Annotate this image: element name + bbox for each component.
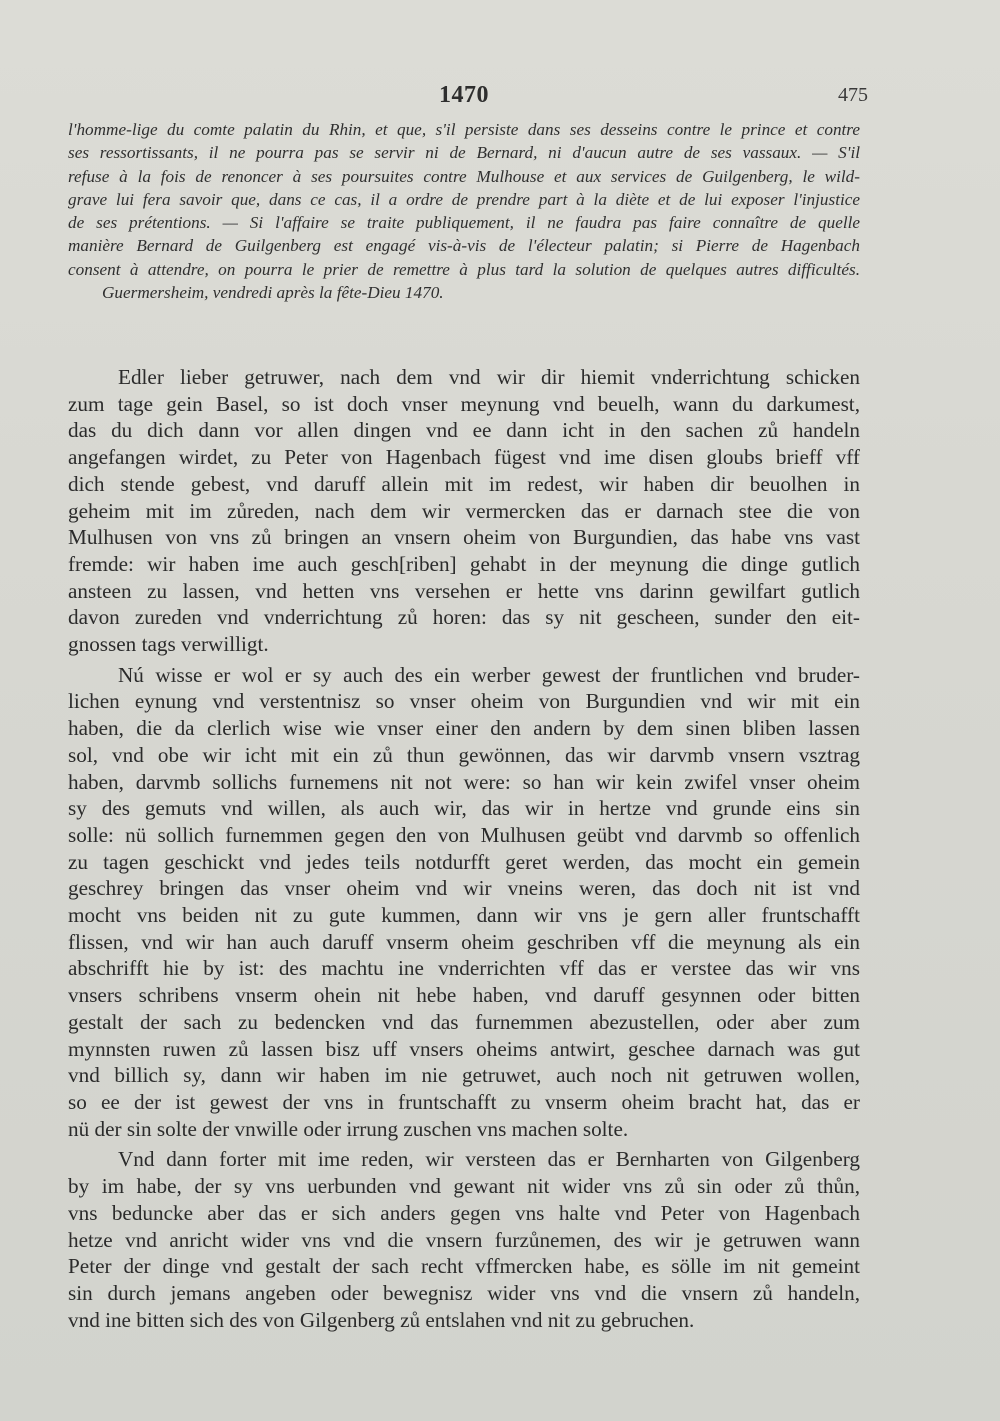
paragraph-1 bbox=[68, 364, 860, 658]
text-line: vnsers schribens vnserm ohein nit hebe haben, vnd daruff gesynnen oder bitten bbox=[68, 983, 860, 1008]
text-line: fremde: wir haben ime auch gesch[riben] gehabt in der meynung die dinge gutlich bbox=[68, 551, 860, 576]
text-line: ansteen zu lassen, vnd hetten vns versehen er hette vns darinn gewilfart gutlich bbox=[68, 578, 860, 603]
summary-line: l'homme-lige du comte palatin du Rhin, et que, s'il persiste dans ses desseins contre le prince et contre bbox=[68, 120, 860, 139]
summary-line: grave lui fera savoir que, dans ce cas, il a ordre de prendre part à la diète et de lui exposer l'injustice bbox=[68, 189, 860, 209]
summary-dateline: Guermersheim, vendredi après la fête-Dieu 1470. bbox=[102, 283, 444, 303]
paragraph-2 bbox=[68, 662, 860, 1143]
text-line: flissen, vnd wir han auch daruff vnserm oheim geschriben vff die meynung als ein bbox=[68, 929, 860, 954]
summary-line: consent à attendre, on pourra le prier de remettre à plus tard la solution de quelques autres difficultés. bbox=[68, 259, 860, 279]
summary-line: refuse à la fois de renoncer à ses poursuites contre Mulhouse et aux services de Guilgenberg, le wild- bbox=[68, 166, 860, 186]
summary-line: de ses prétentions. — Si l'affaire se traite publiquement, il ne faudra pas faire connaître de quelle bbox=[68, 213, 860, 233]
page-header bbox=[68, 82, 868, 116]
french-summary bbox=[68, 118, 860, 304]
text-line: mocht vns beiden nit zu gute kummen, dann wir vns je gern aller fruntschafft bbox=[68, 903, 860, 928]
text-line: sy des gemuts vnd willen, als auch wir, das wir in hertze vnd grunde eins sin bbox=[68, 796, 860, 821]
text-line: by im habe, der sy vns uerbunden vnd gewant nit wider vns zů sin oder zů thůn, bbox=[68, 1174, 860, 1199]
summary-line: manière Bernard de Guilgenberg est engagé vis-à-vis de l'électeur palatin; si Pierre de Hagenbach bbox=[68, 236, 860, 256]
paragraph-3 bbox=[68, 1146, 860, 1333]
text-line: so ee der ist gewest der vns in fruntschafft zu vnserm oheim bracht hat, das er bbox=[68, 1089, 860, 1114]
text-line: mynnsten ruwen zů lassen bisz uff vnsers oheims antwirt, geschee darnach was gut bbox=[68, 1036, 860, 1061]
text-line: Peter der dinge vnd gestalt der sach recht vffmercken habe, es sölle im nit gemeint bbox=[68, 1254, 860, 1279]
text-line: Edler lieber getruwer, nach dem vnd wir dir hiemit vnderrichtung schicken bbox=[118, 365, 860, 389]
text-line: hetze vnd anricht wider vns vnd die vnsern furzůnemen, des wir je getruwen wann bbox=[68, 1227, 860, 1252]
text-line: geheim mit im zůreden, nach dem wir vermercken das er darnach stee die von bbox=[68, 498, 860, 523]
text-line: dich stende gebest, vnd daruff allein mit im redest, wir haben dir beuolhen in bbox=[68, 471, 860, 496]
text-line: solle: nü sollich furnemmen gegen den von Mulhusen geübt vnd darvmb so offenlich bbox=[68, 822, 860, 847]
text-line: gnossen tags verwilligt. bbox=[68, 632, 269, 657]
document-body bbox=[68, 364, 860, 1333]
text-line: haben, darvmb sollichs furnemens nit not were: so han wir kein zwifel vnser oheim bbox=[68, 769, 860, 794]
text-line: haben, die da clerlich wise wie vnser einer den andern by dem sinen bliben lassen bbox=[68, 716, 860, 741]
text-line: Vnd dann forter mit ime reden, wir versteen das er Bernharten von Gilgenberg bbox=[118, 1147, 860, 1172]
text-line: Nú wisse er wol er sy auch des ein werber gewest der fruntlichen vnd bruder- bbox=[118, 662, 860, 687]
text-line: Mulhusen von vns zů bringen an vnsern oheim von Burgundien, das habe vns vast bbox=[68, 525, 860, 550]
text-line: geschrey bringen das vnser oheim vnd wir vneins weren, das doch nit ist vnd bbox=[68, 876, 860, 901]
text-line: lichen eynung vnd verstentnisz so vnser oheim von Burgundien vnd wir mit ein bbox=[68, 689, 860, 714]
text-line: sin durch jemans angeben oder bewegnisz wider vns vnd die vnsern zů handeln, bbox=[68, 1280, 860, 1305]
text-line: nü der sin solte der vnwille oder irrung zuschen vns machen solte. bbox=[68, 1116, 629, 1141]
summary-line: ses ressortissants, il ne pourra pas se servir ni de Bernard, ni d'aucun autre de ses vassaux. — S'il bbox=[68, 143, 860, 163]
text-line: davon zureden vnd vnderrichtung zů horen: das sy nit gescheen, sunder den eit- bbox=[68, 605, 860, 630]
running-head-year: 1470 bbox=[439, 82, 489, 108]
text-line: zu tagen geschickt vnd jedes teils notdurfft geret werden, das mocht ein gemein bbox=[68, 849, 860, 874]
text-line: das du dich dann vor allen dingen vnd ee dann icht in den sachen zů handeln bbox=[68, 418, 860, 443]
text-line: vns beduncke aber das er sich anders gegen vns halte vnd Peter von Hagenbach bbox=[68, 1200, 860, 1225]
text-line: sol, vnd obe wir icht mit ein zů thun gewönnen, das wir darvmb vnsern vsztrag bbox=[68, 742, 860, 767]
text-line: vnd ine bitten sich des von Gilgenberg zů entslahen vnd nit zu gebruchen. bbox=[68, 1307, 695, 1332]
text-line: zum tage gein Basel, so ist doch vnser meynung vnd beuelh, wann du darkumest, bbox=[68, 391, 860, 416]
text-line: angefangen wirdet, zu Peter von Hagenbach fügest vnd ime disen gloubs brieff vff bbox=[68, 445, 860, 470]
text-line: vnd billich sy, dann wir haben im nie getruwet, auch noch nit getruwen wollen, bbox=[68, 1063, 860, 1088]
page-number: 475 bbox=[838, 84, 868, 106]
text-line: abschrifft hie by ist: des machtu ine vnderrichten vff das er verstee das wir vns bbox=[68, 956, 860, 981]
text-line: gestalt der sach zu bedencken vnd das furnemmen abezustellen, oder aber zum bbox=[68, 1009, 860, 1034]
